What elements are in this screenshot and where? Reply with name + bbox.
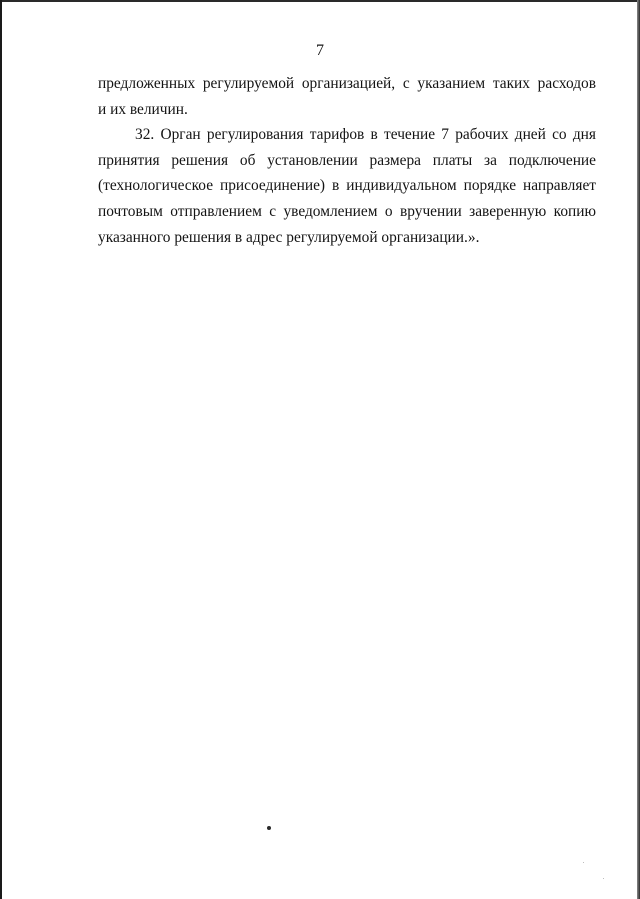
- page-number: 7: [316, 42, 324, 59]
- scan-border-top: [0, 0, 640, 2]
- scan-border-left: [0, 0, 2, 899]
- text-line: указанного решения в адрес регулируемой организации.».: [98, 228, 480, 246]
- text-line: 32. Орган регулирования тарифов в течение 7 рабочих дней со дня: [135, 126, 596, 144]
- text-line: предложенных регулируемой организацией, с указанием таких расходов: [98, 75, 596, 92]
- scan-speck: [603, 878, 604, 879]
- text-line: принятия решения об установлении размера платы за подключение: [98, 151, 596, 169]
- text-line: (технологическое присоединение) в индивидуальном порядке направляет: [98, 177, 596, 195]
- scan-dot-mark: [267, 826, 271, 830]
- text-line: и их величин.: [98, 100, 188, 118]
- paragraph-item-32: [98, 122, 596, 250]
- text-line: почтовым отправлением с уведомлением о вручении заверенную копию: [98, 202, 596, 220]
- paragraph-continuation: [98, 71, 596, 122]
- scan-speck: [583, 862, 584, 863]
- document-body: [98, 71, 596, 250]
